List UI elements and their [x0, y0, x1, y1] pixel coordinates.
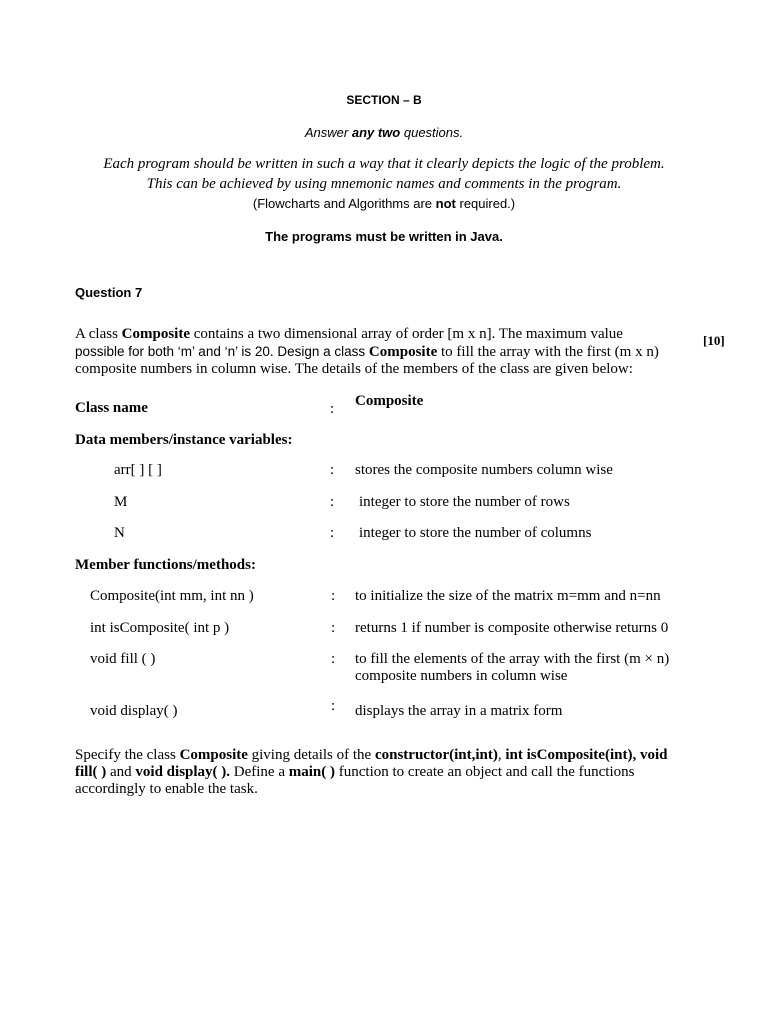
- method-desc: to initialize the size of the matrix m=mm and n=nn: [355, 588, 661, 604]
- instruction-line-3-prefix: (Flowcharts and Algorithms are: [252, 196, 436, 211]
- colon: :: [330, 525, 335, 541]
- intro-class-name: Composite: [368, 344, 438, 360]
- method-name: Composite(int mm, int nn ): [90, 588, 254, 604]
- colon: :: [330, 401, 335, 417]
- instruction-line-1: Each program should be written in such a way that it clearly depicts the logic of the problem.: [103, 156, 665, 172]
- answer-prefix: Answer: [304, 125, 352, 140]
- question-title: Question 7: [75, 285, 143, 300]
- instruction-line-3: [0, 196, 768, 211]
- closing-emphasis: void display( ).: [135, 764, 231, 780]
- answer-suffix: questions.: [400, 125, 464, 140]
- member-name: N: [114, 525, 125, 541]
- member-name: arr[ ] [ ]: [114, 462, 162, 478]
- intro-text: contains a two dimensional array of order [m x n]. The maximum value: [190, 326, 623, 342]
- closing-emphasis: constructor(int,int): [374, 747, 498, 763]
- method-desc: returns 1 if number is composite otherwise returns 0: [355, 620, 669, 636]
- closing-emphasis: fill( ): [75, 764, 107, 780]
- colon: :: [331, 698, 336, 714]
- closing-line-1: [75, 747, 725, 764]
- closing-text: Define a: [230, 764, 289, 780]
- colon: :: [331, 588, 336, 604]
- data-members-heading: Data members/instance variables:: [75, 432, 293, 448]
- question-closing: [75, 747, 725, 798]
- instruction-line-3-suffix: required.): [455, 196, 516, 211]
- method-name: void fill ( ): [90, 651, 156, 667]
- colon: :: [331, 620, 336, 636]
- closing-text: function to create an object and call the functions: [335, 764, 635, 780]
- section-heading: SECTION – B: [346, 93, 422, 107]
- closing-text: giving details of the: [247, 747, 375, 763]
- closing-emphasis: Composite: [179, 747, 248, 763]
- intro-text: to fill the array with the first (m x n): [437, 344, 659, 360]
- method-row: [75, 651, 768, 691]
- closing-text: Specify the class: [75, 747, 180, 763]
- intro-text: A class: [75, 326, 122, 342]
- colon: :: [330, 494, 335, 510]
- method-name: int isComposite( int p ): [90, 620, 230, 636]
- member-name: M: [114, 494, 128, 510]
- question-marks: [10]: [703, 333, 725, 348]
- closing-emphasis: int isComposite(int), void: [505, 747, 668, 763]
- method-name: void display( ): [90, 703, 178, 719]
- method-desc-line-2: composite numbers in column wise: [355, 668, 568, 684]
- class-name-label: Class name: [75, 400, 148, 416]
- answer-emphasis: any two: [351, 125, 401, 140]
- intro-line-3: composite numbers in column wise. The details of the members of the class are given below:: [75, 361, 633, 377]
- closing-text: ,: [497, 747, 506, 763]
- member-desc: integer to store the number of columns: [359, 525, 592, 541]
- colon: :: [330, 462, 335, 478]
- instruction-line-3-emphasis: not: [435, 196, 456, 211]
- colon: :: [331, 651, 336, 667]
- method-desc: displays the array in a matrix form: [355, 703, 563, 719]
- intro-line-2: [75, 343, 695, 361]
- intro-text: possible for both ‘m’ and ‘n’ is 20. Design a class: [75, 344, 369, 359]
- question-intro: [75, 326, 695, 378]
- instruction-line-2: This can be achieved by using mnemonic names and comments in the program.: [146, 176, 622, 192]
- class-name-value: Composite: [355, 393, 424, 409]
- class-name-row: [75, 393, 768, 423]
- methods-heading: Member functions/methods:: [75, 557, 256, 573]
- closing-line-2: [75, 764, 725, 781]
- member-desc: stores the composite numbers column wise: [355, 462, 613, 478]
- closing-text: and: [106, 764, 136, 780]
- answer-instruction: [0, 125, 768, 140]
- closing-emphasis: main( ): [288, 764, 335, 780]
- closing-line-3: accordingly to enable the task.: [75, 781, 258, 797]
- member-desc: integer to store the number of rows: [359, 494, 570, 510]
- intro-class-name: Composite: [121, 326, 190, 342]
- method-desc-line-1: to fill the elements of the array with the first (m × n): [355, 651, 670, 667]
- intro-line-1: [75, 326, 695, 343]
- instruction-line-4: The programs must be written in Java.: [265, 229, 503, 244]
